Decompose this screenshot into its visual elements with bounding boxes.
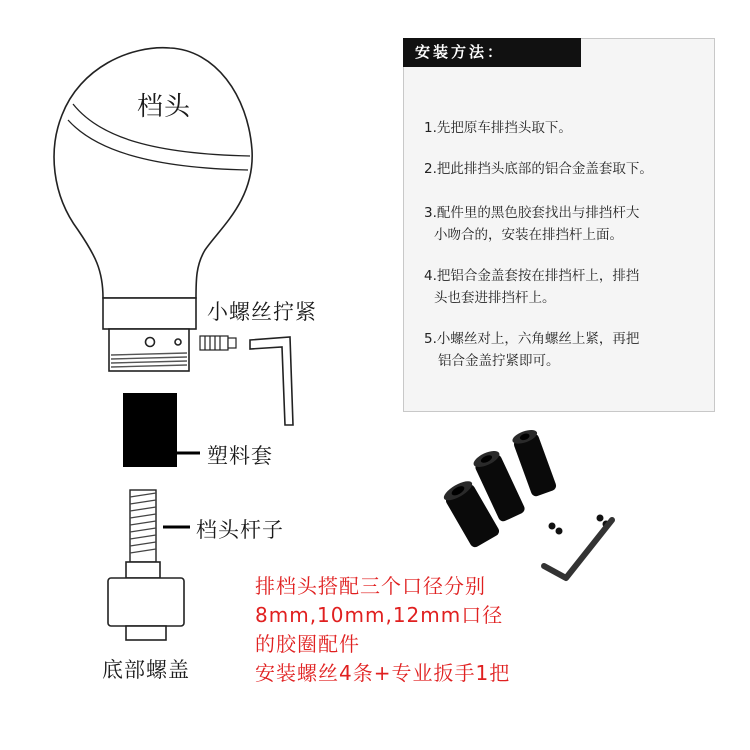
sleeve-label: 塑料套 [207, 444, 273, 468]
promo-line: 排档头搭配三个口径分别 [255, 574, 486, 598]
step-line: 小吻合的，安装在排挡杆上面。 [434, 227, 623, 243]
install-step-1 [424, 117, 709, 139]
install-step-3 [424, 202, 709, 246]
step-line: 3.配件里的黑色胶套找出与排挡杆大 [424, 205, 640, 221]
install-title: 安装方法： [403, 38, 581, 67]
step-line: 4.把铝合金盖套按在排挡杆上，排挡 [424, 268, 640, 284]
install-step-2 [424, 158, 709, 180]
knob-label: 档头 [137, 92, 192, 122]
install-step-5 [424, 328, 709, 372]
step-line: 1.先把原车排挡头取下。 [424, 120, 572, 136]
promo-line: 的胶圈配件 [255, 632, 360, 656]
plastic-sleeve [123, 393, 177, 467]
step-line: 5.小螺丝对上，六角螺丝上紧，再把 [424, 331, 640, 347]
nut-label: 底部螺盖 [102, 658, 190, 682]
promo-line: 8mm,10mm,12mm口径 [255, 603, 504, 627]
hex-key [250, 337, 293, 425]
promo-line: 安装螺丝4条+专业扳手1把 [255, 661, 511, 685]
step-line: 铝合金盖拧紧即可。 [438, 353, 560, 369]
set-screw [200, 336, 236, 350]
step-line: 2.把此排挡头底部的铝合金盖套取下。 [424, 161, 653, 177]
rubber-sleeves-set [441, 427, 557, 549]
step-line: 头也套进排挡杆上。 [434, 290, 556, 306]
install-step-4 [424, 265, 709, 309]
bottom-nut [108, 562, 184, 640]
screw-label: 小螺丝拧紧 [207, 300, 317, 324]
promo-text [255, 572, 510, 688]
rod-label: 档头杆子 [196, 518, 284, 542]
